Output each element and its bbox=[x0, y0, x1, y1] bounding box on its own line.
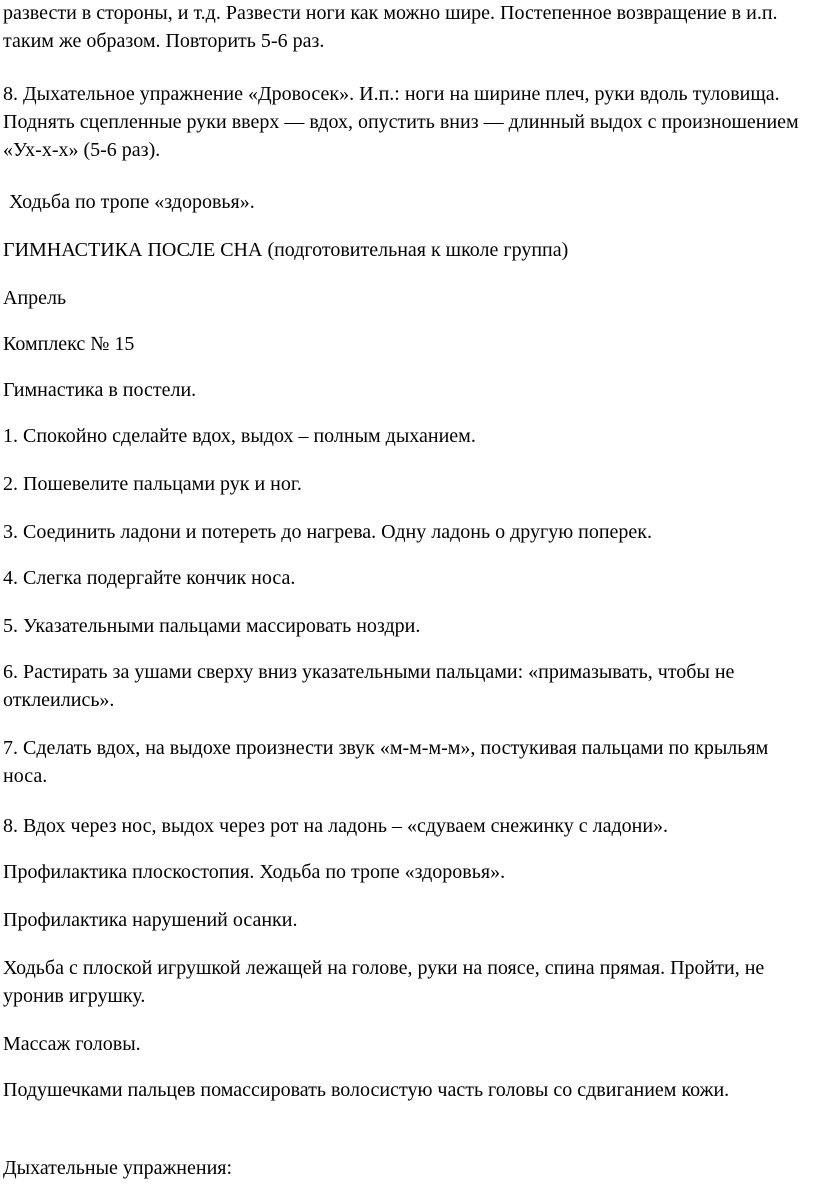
complex-number: Комплекс № 15 bbox=[3, 333, 135, 355]
paragraph-flatfoot-prevention: Профилактика плоскостопия. Ходьба по тропе «здоровья». bbox=[3, 861, 506, 883]
paragraph-exercise-8-woodcutter: 8. Дыхательное упражнение «Дровосек». И.п.: ноги на ширине плеч, руки вдоль туловища. Поднять сцепленные руки вверх — вдох, опустить вниз — длинный выдох с произношением «Ух-х-х» (5-6 раз). bbox=[3, 83, 799, 161]
paragraph-walking-path: Ходьба по тропе «здоровья». bbox=[9, 191, 255, 213]
list-item: 4. Слегка подергайте кончик носа. bbox=[3, 567, 296, 589]
paragraph-massage-instructions: Подушечками пальцев помассировать волосистую часть головы со сдвиганием кожи. bbox=[3, 1079, 730, 1101]
list-item: 1. Спокойно сделайте вдох, выдох – полным дыханием. bbox=[3, 425, 476, 447]
paragraph-walking-with-toy: Ходьба с плоской игрушкой лежащей на голове, руки на поясе, спина прямая. Пройти, не уронив игрушку. bbox=[3, 957, 765, 1007]
paragraph-breathing-exercises: Дыхательные упражнения: bbox=[3, 1157, 233, 1179]
list-item: 7. Сделать вдох, на выдохе произнести звук «м-м-м-м», постукивая пальцами по крыльям носа. bbox=[3, 737, 769, 787]
paragraph-posture-prevention: Профилактика нарушений осанки. bbox=[3, 909, 298, 931]
subheading-bed-gymnastics: Гимнастика в постели. bbox=[3, 379, 197, 401]
paragraph-head-massage: Массаж головы. bbox=[3, 1033, 141, 1055]
list-item: 5. Указательными пальцами массировать ноздри. bbox=[3, 615, 421, 637]
list-item: 8. Вдох через нос, выдох через рот на ладонь – «сдуваем снежинку с ладони». bbox=[3, 815, 669, 837]
list-item: 2. Пошевелите пальцами рук и ног. bbox=[3, 473, 302, 495]
month-label: Апрель bbox=[3, 287, 67, 309]
list-item: 3. Соединить ладони и потереть до нагрева. Одну ладонь о другую поперек. bbox=[3, 521, 653, 543]
section-heading: ГИМНАСТИКА ПОСЛЕ СНА (подготовительная к школе группа) bbox=[3, 239, 569, 261]
list-item: 6. Растирать за ушами сверху вниз указательными пальцами: «примазывать, чтобы не отклеились». bbox=[3, 661, 735, 711]
paragraph-continuation: развести в стороны, и т.д. Развести ноги как можно шире. Постепенное возвращение в и.п. таким же образом. Повторить 5-6 раз. bbox=[3, 2, 778, 52]
